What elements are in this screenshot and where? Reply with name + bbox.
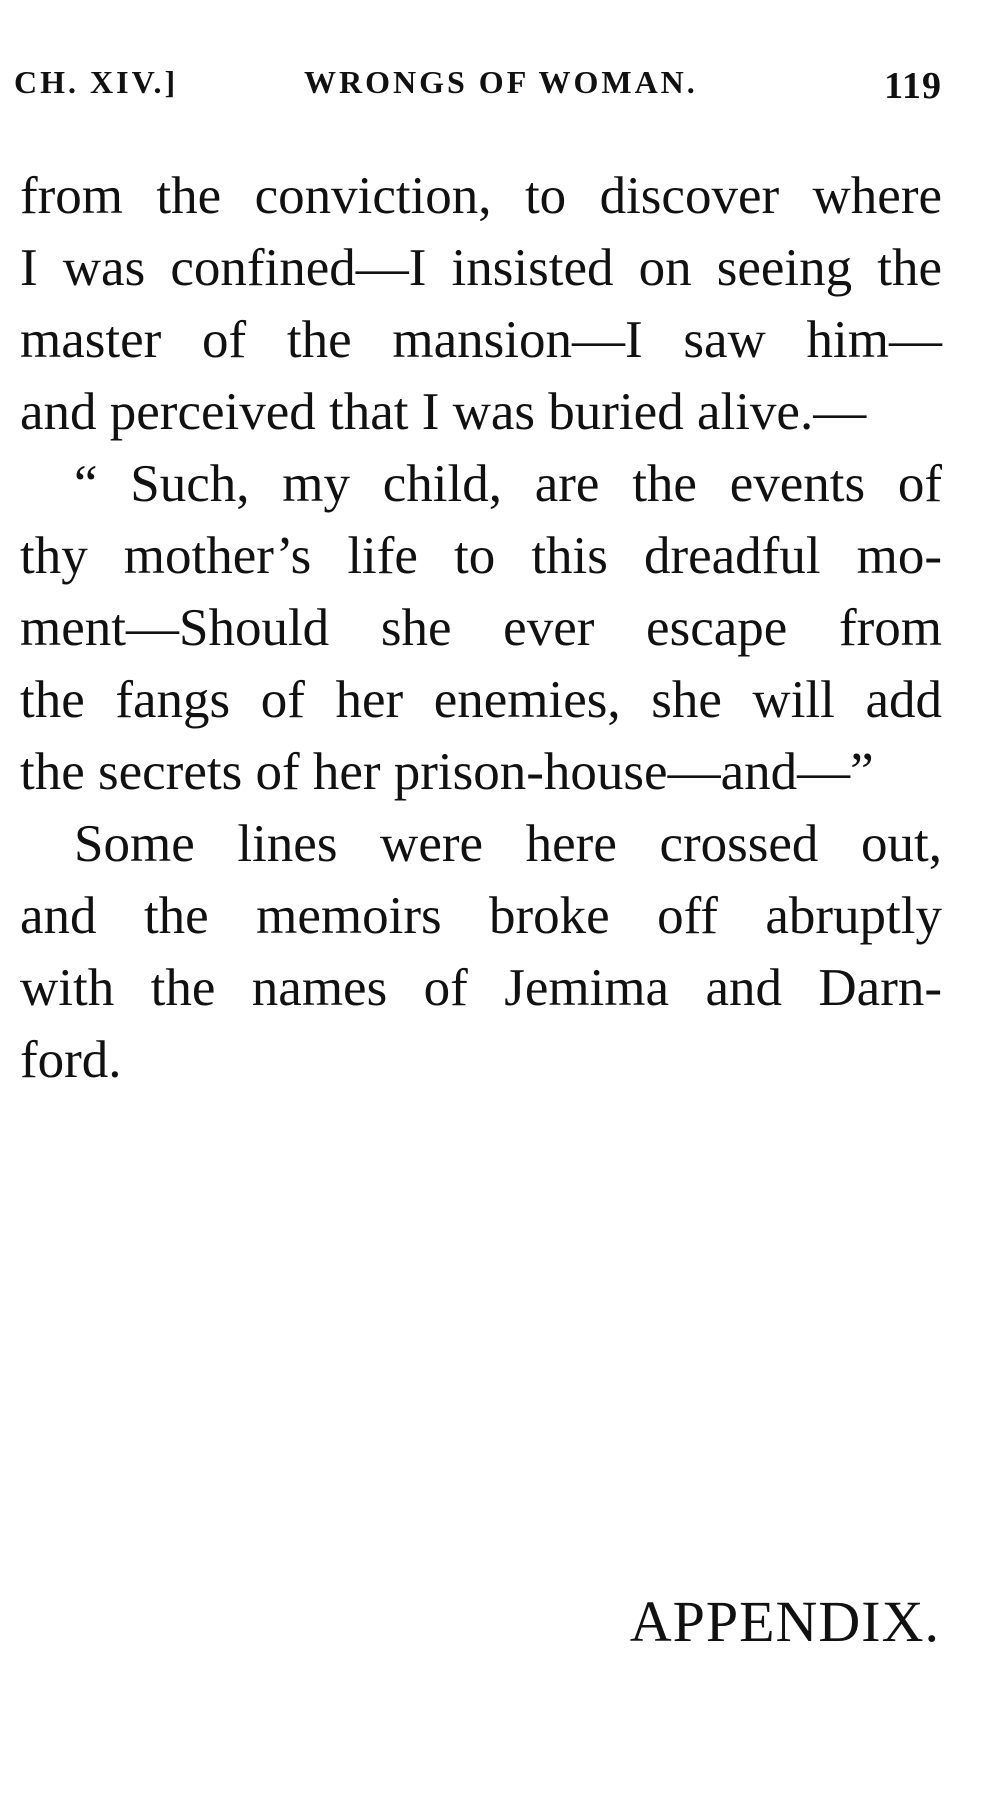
- text-line: thy mother’s life to this dreadful mo-: [20, 527, 942, 585]
- text-line: ford.: [20, 1031, 122, 1089]
- text-line: master of the mansion—I saw him—: [20, 311, 942, 369]
- text-line: “ Such, my child, are the events of: [74, 455, 942, 513]
- text-line: the fangs of her enemies, she will add: [20, 671, 942, 729]
- text-line: I was confined—I insisted on seeing the: [20, 239, 942, 297]
- chapter-marker: CH. XIV.]: [14, 64, 179, 100]
- body-text: [20, 160, 942, 1096]
- text-line: ment—Should she ever escape from: [20, 599, 942, 657]
- text-line: the secrets of her prison-house—and—”: [20, 743, 874, 801]
- text-line: with the names of Jemima and Darn-: [20, 959, 942, 1017]
- text-line: Some lines were here crossed out,: [74, 815, 942, 873]
- running-head: [14, 64, 942, 114]
- text-line: from the conviction, to discover where: [20, 167, 942, 225]
- page-number: 119: [884, 65, 942, 107]
- text-line: and perceived that I was buried alive.—: [20, 383, 867, 441]
- text-line: and the memoirs broke off abruptly: [20, 887, 942, 945]
- section-heading-appendix: APPENDIX.: [629, 1589, 940, 1654]
- running-title: WRONGS OF WOMAN.: [304, 64, 698, 100]
